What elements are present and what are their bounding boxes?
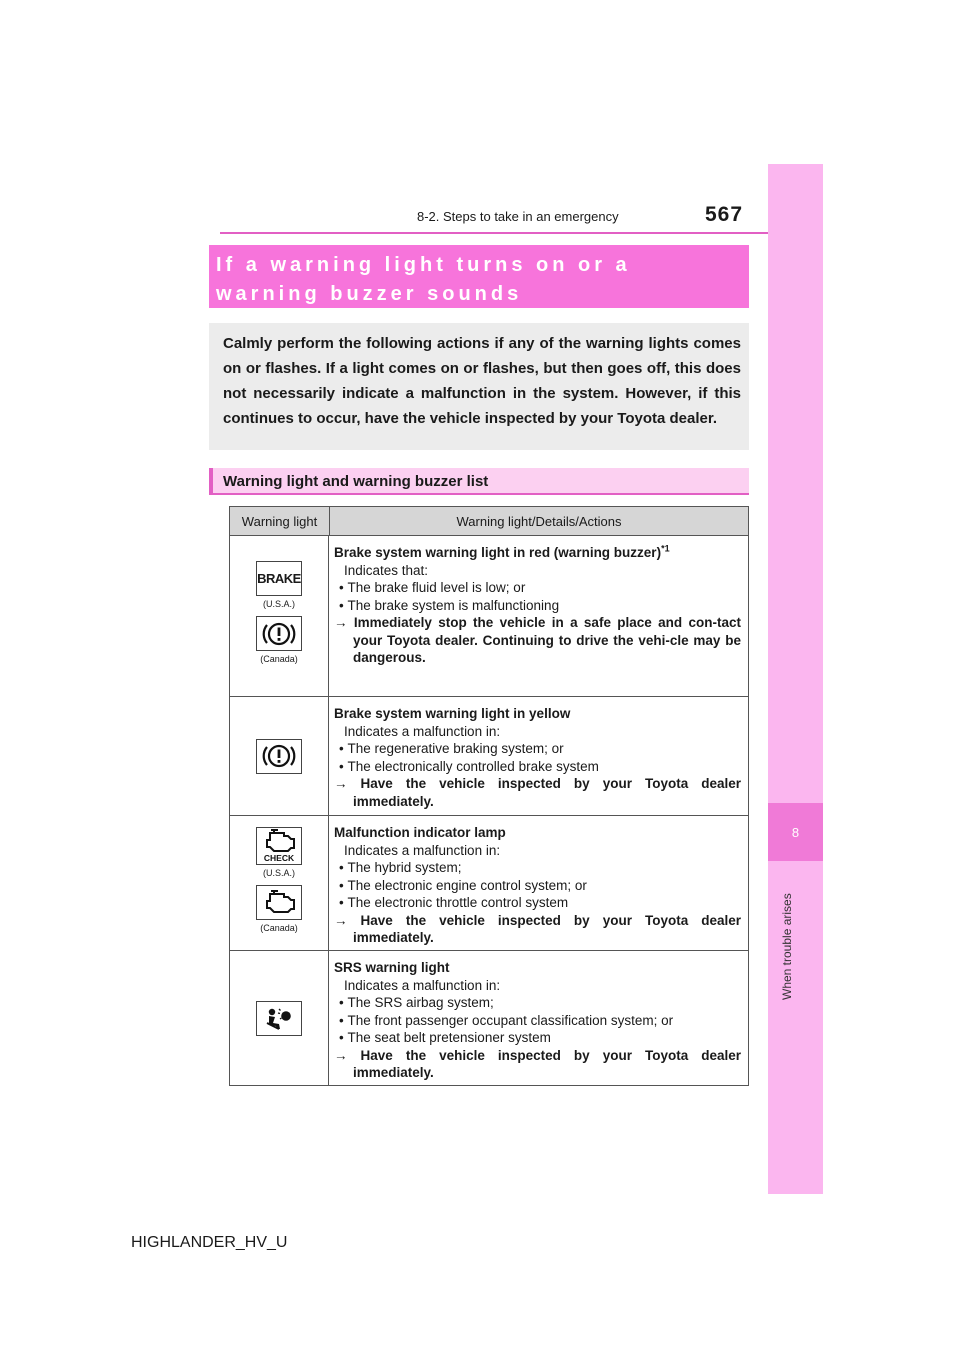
action-text: → Have the vehicle inspected by your Toyota dealer immediately. — [334, 1047, 741, 1080]
brake-icon-label: BRAKE — [257, 571, 301, 586]
warning-light-cell — [230, 951, 329, 1085]
region-label: (Canada) — [260, 654, 298, 664]
subheading-underline — [209, 493, 749, 495]
details-cell — [329, 816, 748, 950]
subheading-bar — [209, 468, 213, 495]
table-header — [230, 507, 748, 536]
list-item: • The hybrid system; — [339, 860, 462, 875]
footer-model-code: HIGHLANDER_HV_U — [131, 1234, 288, 1251]
subheading-text: Warning light and warning buzzer list — [223, 473, 489, 490]
table-row — [230, 697, 748, 816]
list-item: • The brake fluid level is low; or — [339, 580, 526, 595]
brake-exclamation-icon — [256, 739, 302, 774]
brake-text-icon — [256, 561, 302, 596]
section-title: If a warning light turns on or a warning buzzer sounds — [216, 254, 631, 305]
action-text: → Have the vehicle inspected by your Toyota dealer immediately. — [334, 776, 741, 809]
item-title: SRS warning light — [334, 960, 450, 975]
section-title-box — [209, 245, 749, 308]
region-label: (U.S.A.) — [262, 599, 295, 609]
table-row — [230, 536, 748, 697]
list-item: • The regenerative braking system; or — [339, 741, 564, 756]
action-text: → Immediately stop the vehicle in a safe place and con-tact your Toyota dealer. Continuing to drive the vehi-cle may be dangerous. — [334, 615, 741, 665]
check-engine-icon — [256, 827, 302, 865]
item-title: Brake system warning light in red (warning buzzer)$^{*1}$ — [334, 543, 670, 560]
column-header-warning-light: Warning light — [230, 507, 330, 535]
page-number: 567 — [705, 203, 744, 226]
warning-light-cell — [230, 697, 329, 815]
section-reference: 8-2. Steps to take in an emergency — [417, 209, 619, 224]
item-intro: Indicates a malfunction in: — [344, 977, 501, 993]
intro-text: Calmly perform the following actions if any of the warning lights comes on or flashes. If a light comes on or flashes, but then goes off, this does not necessarily indicate a malfunction in the system. However, if this continues to occur, have the vehicle inspected by your Toyota dealer. — [223, 335, 741, 427]
region-label: (U.S.A.) — [262, 867, 295, 878]
list-item: • The electronic throttle control system — [339, 895, 569, 910]
chapter-label: When trouble arises — [780, 893, 794, 1000]
item-intro: Indicates a malfunction in: — [344, 723, 501, 739]
item-title: Brake system warning light in yellow — [334, 706, 571, 721]
details-cell — [329, 951, 748, 1085]
warning-light-table — [229, 506, 749, 1086]
list-item: • The electronically controlled brake system — [339, 758, 599, 774]
list-item: • The front passenger occupant classification system; or — [339, 1012, 674, 1028]
details-cell — [329, 697, 748, 815]
subheading — [209, 468, 749, 495]
brake-exclamation-icon — [256, 616, 302, 651]
chapter-side-tab — [768, 164, 823, 1194]
intro-box — [209, 323, 749, 450]
chapter-number-tab: 8 — [768, 803, 823, 861]
details-cell — [329, 536, 748, 696]
list-item: • The SRS airbag system; — [339, 995, 494, 1010]
item-intro: Indicates a malfunction in: — [344, 842, 501, 858]
item-intro: Indicates that: — [344, 562, 429, 578]
region-label: (Canada) — [260, 922, 298, 933]
list-item: • The seat belt pretensioner system — [339, 1030, 551, 1045]
warning-light-cell — [230, 536, 329, 696]
svg-text:CHECK: CHECK — [263, 852, 295, 863]
list-item: • The brake system is malfunctioning — [339, 597, 560, 613]
table-row — [230, 951, 748, 1085]
item-title: Malfunction indicator lamp — [334, 825, 506, 840]
column-header-details: Warning light/Details/Actions — [456, 513, 622, 529]
header-rule — [220, 232, 822, 234]
srs-airbag-icon — [256, 1001, 302, 1036]
engine-icon — [256, 885, 302, 920]
list-item: • The electronic engine control system; or — [339, 877, 587, 893]
warning-light-cell — [230, 816, 329, 950]
action-text: → Have the vehicle inspected by your Toyota dealer immediately. — [334, 912, 741, 945]
table-row — [230, 816, 748, 951]
